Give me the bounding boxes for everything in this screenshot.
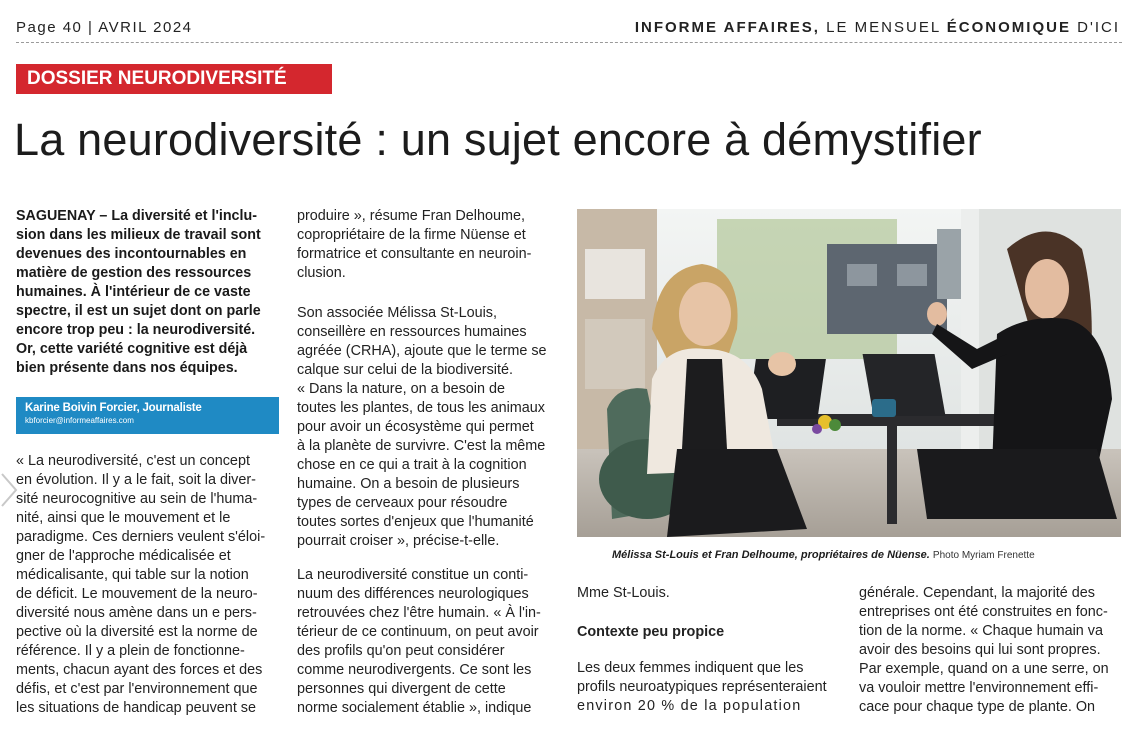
body-line: de déficit. Le mouvement de la neuro-: [16, 586, 258, 602]
body-line: cace pour chaque type de plante. On: [859, 699, 1096, 715]
lead-line: devenues des incontournables en: [16, 246, 247, 262]
publication-title: INFORME AFFAIRES,: [634, 19, 820, 36]
caption-text: Mélissa St-Louis et Fran Delhoume, propriétaires de Nüense.: [612, 549, 930, 561]
body-line: générale. Cependant, la majorité des: [859, 585, 1095, 601]
body-line: « Dans la nature, on a besoin de: [297, 381, 506, 397]
body-line: produire », résume Fran Delhoume,: [297, 208, 525, 224]
author-name: Karine Boivin Forcier, Journaliste: [25, 402, 202, 414]
section-kicker: DOSSIER NEURODIVERSITÉ: [16, 64, 332, 94]
lead-line: spectre, il est un sujet dont on parle: [16, 303, 261, 319]
lead-line: encore trop peu : la neurodiversité.: [16, 322, 256, 338]
body-line: environ 20 % de la population: [577, 698, 802, 714]
body-line: pective où la diversité est la norme de: [16, 624, 258, 640]
body-line: copropriétaire de la firme Nüense et: [297, 227, 526, 243]
body-line: retrouvées chez l'être humain. « À l'in-: [297, 605, 541, 621]
body-line: entreprises ont été construites en fonc-: [859, 604, 1108, 620]
body-line: nité, ainsi que le mouvement et le: [16, 510, 231, 526]
body-line: types de cerveaux pour résoudre: [297, 495, 508, 511]
body-line: nuum des différences neurologiques: [297, 586, 529, 602]
lead-line: matière de gestion des ressources: [16, 265, 252, 281]
body-line: agréée (CRHA), ajoute que le terme se: [297, 343, 547, 359]
body-line: humaine. On a besoin de plusieurs: [297, 476, 520, 492]
publication-tagline-end: D'ICI: [1070, 19, 1120, 36]
lead-line: bien présente dans nos équipes.: [16, 360, 238, 376]
body-line: La neurodiversité constitue un conti-: [297, 567, 529, 583]
body-line: calque sur celui de la biodiversité.: [297, 362, 513, 378]
body-line: conseillère en ressources humaines: [297, 324, 527, 340]
body-line: Les deux femmes indiquent que les: [577, 660, 804, 676]
lead-line: humaines. À l'intérieur de ce vaste: [16, 284, 251, 300]
body-line: pourrait croiser », précise-t-elle.: [297, 533, 500, 549]
body-line: « La neurodiversité, c'est un concept: [16, 453, 250, 469]
header-divider: [16, 42, 1122, 43]
publication-name: [635, 19, 1120, 36]
lead-line: Or, cette variété cognitive est déjà: [16, 341, 248, 357]
body-line: va vouloir mettre l'environnement effi-: [859, 680, 1099, 696]
publication-tagline-bold: ÉCONOMIQUE: [946, 19, 1071, 36]
body-line: Mme St-Louis.: [577, 585, 670, 601]
body-line: comme neurodivergents. Ce sont les: [297, 662, 532, 678]
author-byline: [16, 397, 279, 434]
body-line: toutes les plantes, de tous les animaux: [297, 400, 545, 416]
body-line: des profils qu'on peut considérer: [297, 643, 505, 659]
body-line: profils neuroatypiques représenteraient: [577, 679, 827, 695]
page-number-date: Page 40 | AVRIL 2024: [16, 19, 193, 36]
body-line: défis, et c'est par l'environnement que: [16, 681, 258, 697]
body-line: Son associée Mélissa St-Louis,: [297, 305, 497, 321]
article-photo: [577, 209, 1121, 537]
photo-illustration: [577, 209, 1121, 537]
body-line: Par exemple, quand on a une serre, on: [859, 661, 1109, 677]
body-line: personnes qui divergent de cette: [297, 681, 506, 697]
publication-tagline-mid: LE MENSUEL: [819, 19, 947, 36]
lead-line: sion dans les milieux de travail sont: [16, 227, 261, 243]
chevron-right-icon: [0, 470, 20, 510]
body-line: référence. Il y a plein de fonctionne-: [16, 643, 245, 659]
body-line: formatrice et consultante en neuroin-: [297, 246, 532, 262]
author-email[interactable]: kbforcier@informeaffaires.com: [25, 416, 134, 425]
body-line: chose en ce qui a trait à la cognition: [297, 457, 527, 473]
body-line: à la planète de survivre. C'est la même: [297, 438, 546, 454]
section-subhead: Contexte peu propice: [577, 624, 725, 640]
body-line: sité neurocognitive au sein de l'huma-: [16, 491, 258, 507]
body-line: avoir des besoins qui lui sont propres.: [859, 642, 1101, 658]
body-line: ments, chacun ayant des forces et des: [16, 662, 263, 678]
body-line: térieur de ce continuum, on peut avoir: [297, 624, 539, 640]
body-line: tion de la norme. « Chaque humain va: [859, 623, 1103, 639]
body-line: clusion.: [297, 265, 346, 281]
photo-credit: Photo Myriam Frenette: [932, 550, 1035, 561]
body-line: médicalisante, qui table sur la notion: [16, 567, 249, 583]
body-line: norme socialement établie », indique: [297, 700, 532, 716]
body-line: diversité nous amène dans un e pers-: [16, 605, 257, 621]
body-line: les situations de handicap peuvent se: [16, 700, 257, 716]
body-line: en évolution. Il y a le fait, soit la diver-: [16, 472, 256, 488]
lead-line: SAGUENAY – La diversité et l'inclu-: [16, 208, 257, 224]
body-line: toutes sortes d'enjeux que l'humanité: [297, 514, 534, 530]
body-line: gner de l'approche médicalisée et: [16, 548, 231, 564]
photo-caption: [612, 549, 1035, 561]
body-line: paradigme. Ces derniers veulent s'éloi-: [16, 529, 266, 545]
article-headline: La neurodiversité : un sujet encore à démystifier: [14, 114, 982, 165]
body-line: pour avoir un écosystème qui permet: [297, 419, 534, 435]
